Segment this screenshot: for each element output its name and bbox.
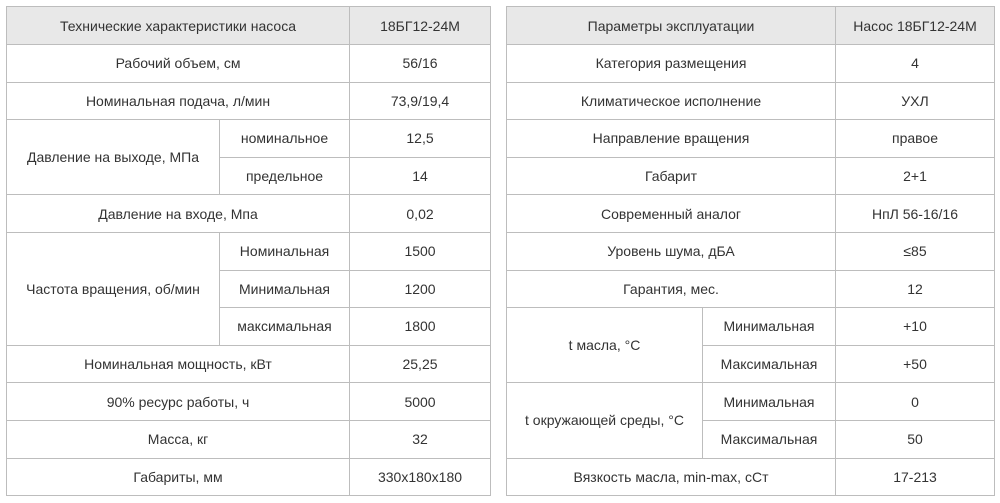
- row-label: Номинальная подача, л/мин: [7, 82, 350, 120]
- row-value: 12,5: [350, 120, 491, 158]
- row-value: +10: [836, 308, 995, 346]
- row-value: 25,25: [350, 345, 491, 383]
- table-row: [507, 383, 995, 421]
- row-label: Климатическое исполнение: [507, 82, 836, 120]
- row-value: 56/16: [350, 45, 491, 83]
- table-row: [507, 232, 995, 270]
- operation-params-table: [506, 6, 995, 496]
- row-value: 0,02: [350, 195, 491, 233]
- row-label: Давление на выходе, МПа: [7, 120, 220, 195]
- table-row: [7, 45, 491, 83]
- row-label: Уровень шума, дБА: [507, 232, 836, 270]
- table-row: [507, 458, 995, 496]
- row-value: 0: [836, 383, 995, 421]
- row-value: 32: [350, 420, 491, 458]
- row-label: Гарантия, мес.: [507, 270, 836, 308]
- row-label: 90% ресурс работы, ч: [7, 383, 350, 421]
- row-value: 50: [836, 420, 995, 458]
- table-row: [7, 120, 491, 158]
- table-row: [507, 120, 995, 158]
- row-sublabel: Номинальная: [220, 232, 350, 270]
- table-row: [507, 195, 995, 233]
- row-label: t масла, °С: [507, 308, 703, 383]
- row-value: 5000: [350, 383, 491, 421]
- row-sublabel: максимальная: [220, 308, 350, 346]
- row-value: +50: [836, 345, 995, 383]
- row-value: НпЛ 56-16/16: [836, 195, 995, 233]
- header-cell: 18БГ12-24М: [350, 7, 491, 45]
- row-label: Габариты, мм: [7, 458, 350, 496]
- row-label: Вязкость масла, min-max, сСт: [507, 458, 836, 496]
- row-value: ≤85: [836, 232, 995, 270]
- row-sublabel: Минимальная: [220, 270, 350, 308]
- row-value: 73,9/19,4: [350, 82, 491, 120]
- table-row: [7, 345, 491, 383]
- table-row: [7, 232, 491, 270]
- table-row: [7, 420, 491, 458]
- row-value: 12: [836, 270, 995, 308]
- table-row: [507, 82, 995, 120]
- row-sublabel: номинальное: [220, 120, 350, 158]
- table-row: [507, 308, 995, 346]
- row-value: правое: [836, 120, 995, 158]
- row-label: Частота вращения, об/мин: [7, 232, 220, 345]
- table-row: [7, 195, 491, 233]
- header-cell: Технические характеристики насоса: [7, 7, 350, 45]
- table-row: [7, 82, 491, 120]
- table-row: [7, 458, 491, 496]
- row-label: Номинальная мощность, кВт: [7, 345, 350, 383]
- table-header-row: [507, 7, 995, 45]
- row-value: 1200: [350, 270, 491, 308]
- table-row: [507, 157, 995, 195]
- table-row: [7, 383, 491, 421]
- row-sublabel: Минимальная: [703, 383, 836, 421]
- row-label: t окружающей среды, °С: [507, 383, 703, 458]
- header-cell: Параметры эксплуатации: [507, 7, 836, 45]
- row-value: 2+1: [836, 157, 995, 195]
- row-value: 14: [350, 157, 491, 195]
- row-label: Современный аналог: [507, 195, 836, 233]
- table-header-row: [7, 7, 491, 45]
- row-label: Направление вращения: [507, 120, 836, 158]
- row-label: Рабочий объем, см: [7, 45, 350, 83]
- row-sublabel: Максимальная: [703, 420, 836, 458]
- row-value: 1800: [350, 308, 491, 346]
- row-label: Давление на входе, Мпа: [7, 195, 350, 233]
- row-value: УХЛ: [836, 82, 995, 120]
- row-label: Масса, кг: [7, 420, 350, 458]
- table-row: [507, 45, 995, 83]
- pump-specs-table: [6, 6, 491, 496]
- header-cell: Насос 18БГ12-24М: [836, 7, 995, 45]
- row-value: 1500: [350, 232, 491, 270]
- row-value: 330х180х180: [350, 458, 491, 496]
- row-sublabel: предельное: [220, 157, 350, 195]
- row-value: 4: [836, 45, 995, 83]
- row-sublabel: Максимальная: [703, 345, 836, 383]
- table-row: [507, 270, 995, 308]
- row-label: Габарит: [507, 157, 836, 195]
- row-value: 17-213: [836, 458, 995, 496]
- row-label: Категория размещения: [507, 45, 836, 83]
- row-sublabel: Минимальная: [703, 308, 836, 346]
